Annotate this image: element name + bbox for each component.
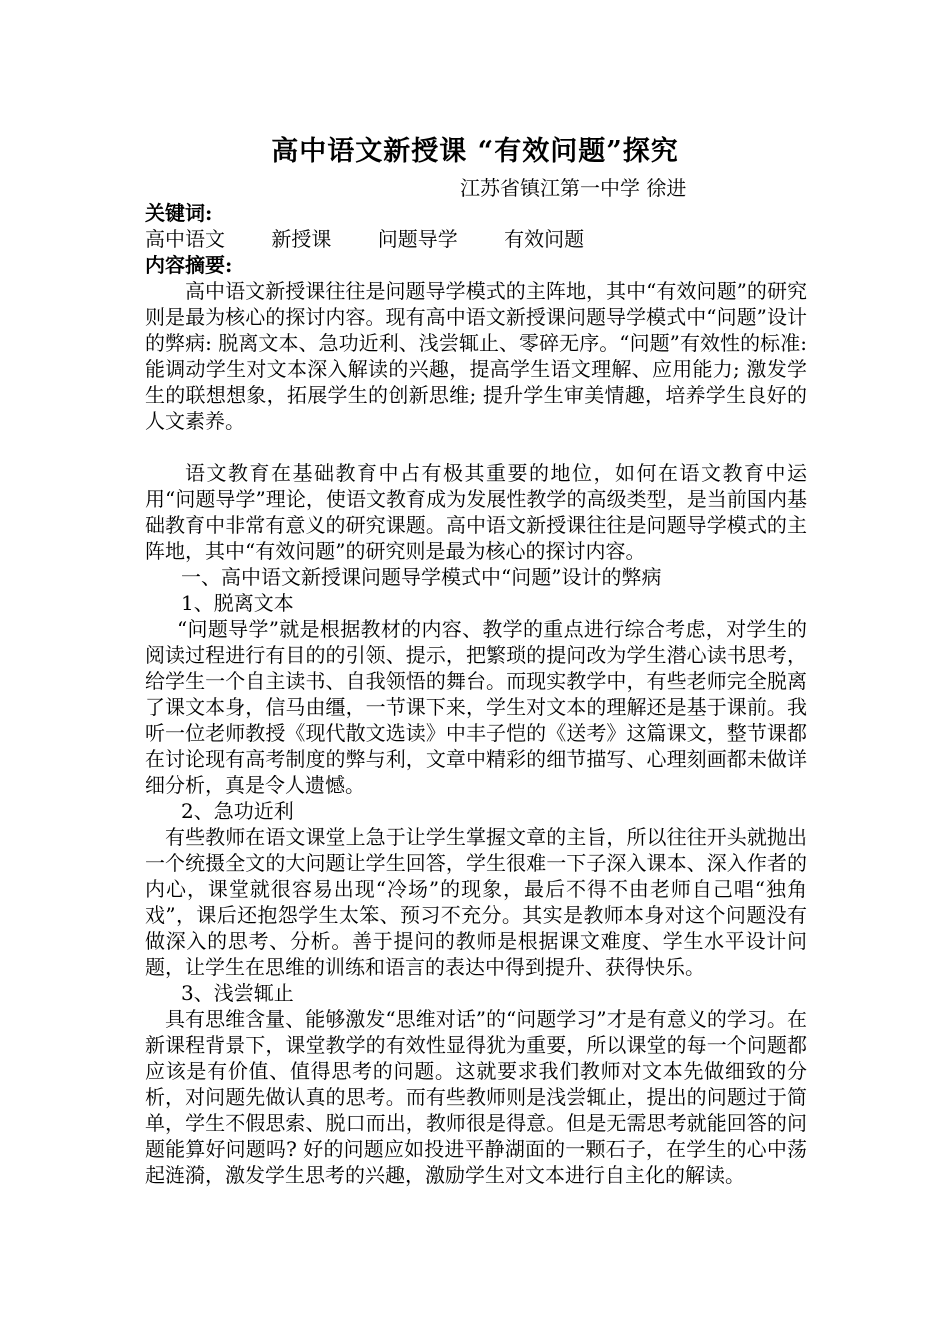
- intro-paragraph: 语文教育在基础教育中占有极其重要的地位，如何在语文教育中运用“问题导学”理论，使语文教育成为发展性教学的高级类型，是当前国内基础教育中非常有意义的研究课题。高中语文新授课往往是问题导学模式的主阵地，其中“有效问题”的研究则是最为核心的探讨内容。: [145, 461, 807, 563]
- section-1-heading: 一、高中语文新授课问题导学模式中“问题”设计的弊病: [181, 565, 662, 589]
- keywords-list: [145, 226, 807, 252]
- keyword-item: 问题导学: [377, 227, 458, 251]
- subsection-1-heading: 1、脱离文本: [181, 591, 294, 615]
- document-body: [145, 200, 807, 1188]
- keywords-heading: 关键词:: [145, 201, 213, 225]
- keyword-item: 新授课: [271, 227, 332, 251]
- subsection-2-paragraph: 有些教师在语文课堂上急于让学生掌握文章的主旨，所以往往开头就抛出一个统摄全文的大问题让学生回答，学生很难一下子深入课本、深入作者的内心，课堂就很容易出现“冷场”的现象，最后不得不由老师自己唱“独角戏”，课后还抱怨学生太笨、预习不充分。其实是教师本身对这个问题没有做深入的思考、分析。善于提问的教师是根据课文难度、学生水平设计问题，让学生在思维的训练和语言的表达中得到提升、获得快乐。: [145, 825, 807, 979]
- author-line: 江苏省镇江第一中学 徐进: [460, 176, 687, 200]
- keyword-item: 高中语文: [145, 227, 225, 251]
- abstract-paragraph: 高中语文新授课往往是问题导学模式的主阵地，其中“有效问题”的研究则是最为核心的探讨内容。现有高中语文新授课问题导学模式中“问题”设计的弊病: 脱离文本、急功近利、浅尝辄止、零碎无序。“问题”有效性的标准: 能调动学生对文本深入解读的兴趣，提高学生语文理解、应用能力; 激发学生的联想想象，拓展学生的创新思维; 提升学生审美情趣，培养学生良好的人文素养。: [145, 279, 807, 433]
- keyword-item: 有效问题: [504, 227, 585, 251]
- paragraph-spacer: [145, 434, 807, 460]
- document-title: 高中语文新授课 “有效问题”探究: [271, 136, 679, 167]
- subsection-1-paragraph: “问题导学”就是根据教材的内容、教学的重点进行综合考虑，对学生的阅读过程进行有目的的引领、提示，把繁琐的提问改为学生潜心读书思考，给学生一个自主读书、自我领悟的舞台。而现实教学中，有些老师完全脱离了课文本身，信马由缰，一节课下来，学生对文本的理解还是基于课前。我听一位老师教授《现代散文选读》中丰子恺的《送考》这篇课文，整节课都在讨论现有高考制度的弊与利，文章中精彩的细节描写、心理刻画都未做详细分析，真是令人遗憾。: [145, 617, 807, 797]
- subsection-3-paragraph: 具有思维含量、能够激发“思维对话”的“问题学习”才是有意义的学习。在新课程背景下，课堂教学的有效性显得犹为重要，所以课堂的每一个问题都应该是有价值、值得思考的问题。这就要求我们教师对文本先做细致的分析，对问题先做认真的思考。而有些教师则是浅尝辄止，提出的问题过于简单，学生不假思索、脱口而出，教师很是得意。但是无需思考就能回答的问题能算好问题吗? 好的问题应如投进平静湖面的一颗石子，在学生的心中荡起涟漪，激发学生思考的兴趣，激励学生对文本进行自主化的解读。: [145, 1007, 807, 1187]
- abstract-heading: 内容摘要:: [145, 253, 233, 277]
- subsection-3-heading: 3、浅尝辄止: [181, 981, 294, 1005]
- subsection-2-heading: 2、急功近利: [181, 799, 294, 823]
